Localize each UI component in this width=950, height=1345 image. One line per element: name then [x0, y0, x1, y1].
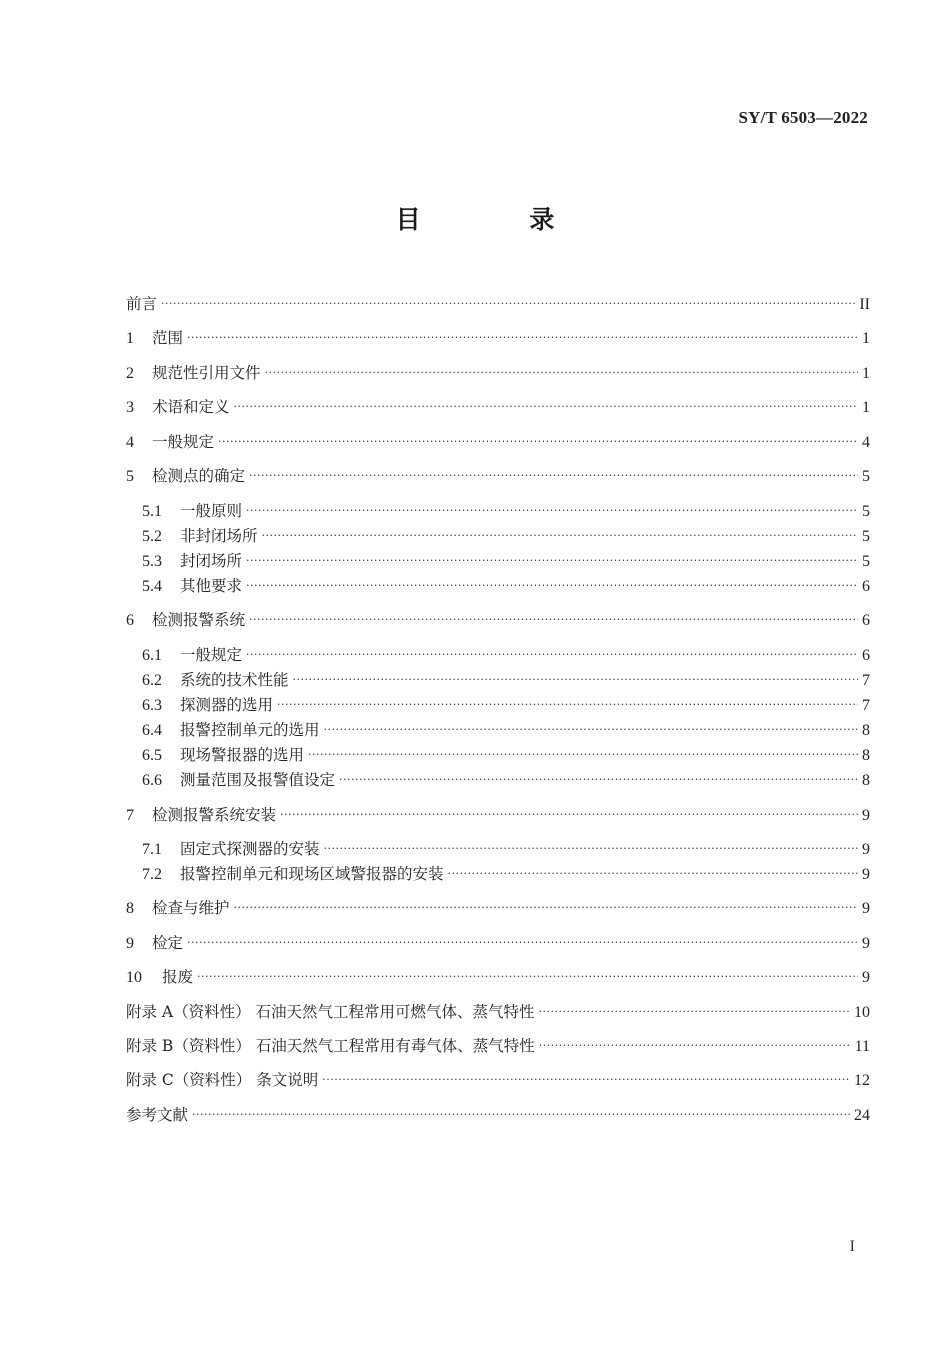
- toc-entry[interactable]: [142, 768, 870, 792]
- toc-entry[interactable]: [126, 1068, 870, 1092]
- toc-leader-dots: [187, 931, 858, 955]
- toc-entry-number: 6.6: [142, 772, 162, 789]
- toc-entry-page: 10: [854, 1004, 870, 1021]
- toc-leader-dots: [192, 1103, 850, 1127]
- toc-leader-dots: [324, 837, 858, 861]
- toc-entry[interactable]: [126, 292, 870, 316]
- toc-entry-page: 5: [862, 503, 870, 520]
- toc-entry[interactable]: [142, 549, 870, 573]
- toc-entry-number: 6.3: [142, 697, 162, 714]
- toc-entry-page: 5: [862, 468, 870, 485]
- toc-entry[interactable]: [126, 395, 870, 419]
- toc-entry-page: 12: [854, 1072, 870, 1089]
- toc-entry[interactable]: [142, 668, 870, 692]
- toc-entry[interactable]: [142, 524, 870, 548]
- toc-entry-number: 5.2: [142, 528, 162, 545]
- toc-entry-page: 9: [862, 807, 870, 824]
- toc-entry-number: 10: [126, 969, 142, 986]
- toc-entry-number: 3: [126, 399, 134, 416]
- toc-entry[interactable]: [126, 326, 870, 350]
- toc-entry-number: 5.1: [142, 503, 162, 520]
- toc-entry-label: 检测报警系统: [152, 611, 246, 629]
- toc-entry-page: 7: [862, 697, 870, 714]
- toc-entry-label: 封闭场所: [180, 552, 243, 570]
- toc-entry-number: 6.4: [142, 722, 162, 739]
- toc-leader-dots: [249, 464, 858, 488]
- toc-entry-label: 报警控制单元的选用: [180, 721, 320, 739]
- toc-entry-page: II: [859, 296, 870, 313]
- toc-entry-number: 8: [126, 900, 134, 917]
- toc-leader-dots: [265, 361, 858, 385]
- toc-leader-dots: [539, 1000, 850, 1024]
- toc-title: 目 录: [395, 205, 605, 234]
- toc-entry-page: 24: [854, 1107, 870, 1124]
- toc-leader-dots: [262, 524, 858, 548]
- toc-entry[interactable]: [126, 430, 870, 454]
- toc-entry[interactable]: [126, 896, 870, 920]
- toc-entry-number: 7.1: [142, 841, 162, 858]
- toc-leader-dots: [246, 549, 858, 573]
- toc-entry-number: 2: [126, 365, 134, 382]
- toc-entry-page: 6: [862, 612, 870, 629]
- toc-entry-number: 7.2: [142, 866, 162, 883]
- toc-leader-dots: [280, 803, 858, 827]
- toc-entry-page: 11: [854, 1038, 870, 1055]
- toc-entry-label: 检测点的确定: [152, 467, 246, 485]
- toc-leader-dots: [246, 499, 858, 523]
- toc-entry-page: 6: [862, 578, 870, 595]
- toc-entry-page: 9: [862, 935, 870, 952]
- toc-entry-page: 1: [862, 330, 870, 347]
- toc-entry-label: 术语和定义: [152, 398, 230, 416]
- toc-entry[interactable]: [126, 931, 870, 955]
- toc-entry-page: 9: [862, 866, 870, 883]
- toc-entry-page: 5: [862, 528, 870, 545]
- toc-entry[interactable]: [126, 608, 870, 632]
- toc-entry[interactable]: [126, 464, 870, 488]
- toc-entry-label: 非封闭场所: [180, 527, 258, 545]
- toc-entry-label: 测量范围及报警值设定: [180, 771, 336, 789]
- document-code: SY/T 6503—2022: [738, 108, 868, 127]
- toc-entry-page: 5: [862, 553, 870, 570]
- toc-entry[interactable]: [142, 499, 870, 523]
- toc-entry-page: 1: [862, 399, 870, 416]
- toc-leader-dots: [246, 574, 858, 598]
- toc-entry-page: 8: [862, 722, 870, 739]
- toc-entry[interactable]: [126, 965, 870, 989]
- toc-entry-label: 一般规定: [180, 646, 243, 664]
- toc-entry-page: 9: [862, 900, 870, 917]
- toc-entry-label: 参考文献: [126, 1106, 189, 1124]
- toc-entry-page: 7: [862, 672, 870, 689]
- toc-entry-number: 5.3: [142, 553, 162, 570]
- toc-entry-page: 6: [862, 647, 870, 664]
- toc-entry-page: 8: [862, 747, 870, 764]
- toc-entry-label: 附录 C（资料性） 条文说明: [126, 1071, 319, 1089]
- toc-entry-page: 9: [862, 841, 870, 858]
- toc-entry-number: 4: [126, 434, 134, 451]
- toc-entry-label: 一般规定: [152, 433, 215, 451]
- toc-entry[interactable]: [126, 1103, 870, 1127]
- toc-entry-label: 报警控制单元和现场区域警报器的安装: [180, 865, 444, 883]
- toc-entry-label: 探测器的选用: [180, 696, 274, 714]
- toc-entry-label: 附录 B（资料性） 石油天然气工程常用有毒气体、蒸气特性: [126, 1037, 535, 1055]
- toc-entry[interactable]: [126, 1034, 870, 1058]
- toc-entry-number: 6.2: [142, 672, 162, 689]
- toc-entry[interactable]: [142, 718, 870, 742]
- toc-entry-label: 检查与维护: [152, 899, 230, 917]
- toc-entry-page: 9: [862, 969, 870, 986]
- toc-entry-label: 范围: [152, 329, 184, 347]
- toc-entry[interactable]: [126, 361, 870, 385]
- toc-entry-label: 前言: [126, 295, 158, 313]
- toc-entry[interactable]: [142, 643, 870, 667]
- toc-entry[interactable]: [142, 743, 870, 767]
- toc-entry-page: 8: [862, 772, 870, 789]
- toc-entry-number: 9: [126, 935, 134, 952]
- toc-entry[interactable]: [126, 1000, 870, 1024]
- toc-leader-dots: [324, 718, 858, 742]
- toc-entry-number: 5: [126, 468, 134, 485]
- toc-entry-number: 7: [126, 807, 134, 824]
- toc-entry-label: 附录 A（资料性） 石油天然气工程常用可燃气体、蒸气特性: [126, 1003, 535, 1021]
- toc-entry-label: 检测报警系统安装: [152, 806, 277, 824]
- toc-leader-dots: [249, 608, 858, 632]
- toc-leader-dots: [448, 862, 858, 886]
- toc-leader-dots: [161, 292, 855, 316]
- toc-entry-page: 1: [862, 365, 870, 382]
- toc-leader-dots: [197, 965, 858, 989]
- toc-entry-label: 现场警报器的选用: [180, 746, 305, 764]
- toc-leader-dots: [539, 1034, 851, 1058]
- toc-entry-page: 4: [862, 434, 870, 451]
- toc-entry-number: 5.4: [142, 578, 162, 595]
- toc-entry[interactable]: [126, 803, 870, 827]
- toc-leader-dots: [277, 693, 858, 717]
- toc-entry-label: 检定: [152, 934, 184, 952]
- toc-entry-label: 规范性引用文件: [152, 364, 261, 382]
- toc-leader-dots: [234, 395, 858, 419]
- toc-entry-label: 系统的技术性能: [180, 671, 289, 689]
- toc-entry[interactable]: [142, 693, 870, 717]
- toc-leader-dots: [308, 743, 858, 767]
- toc-entry-number: 1: [126, 330, 134, 347]
- toc-leader-dots: [187, 326, 858, 350]
- page-number: I: [849, 1238, 855, 1255]
- toc-entry-number: 6.5: [142, 747, 162, 764]
- toc-leader-dots: [322, 1068, 850, 1092]
- toc-entry-label: 固定式探测器的安装: [180, 840, 320, 858]
- toc-entry-label: 其他要求: [180, 577, 243, 595]
- toc-entry-number: 6.1: [142, 647, 162, 664]
- toc-leader-dots: [218, 430, 858, 454]
- toc-leader-dots: [246, 643, 858, 667]
- toc-entry[interactable]: [142, 574, 870, 598]
- toc-leader-dots: [339, 768, 858, 792]
- toc-entry-label: 报废: [162, 968, 194, 986]
- toc-leader-dots: [234, 896, 858, 920]
- toc-entry-number: 6: [126, 612, 134, 629]
- toc-entry-label: 一般原则: [180, 502, 243, 520]
- toc-entry[interactable]: [142, 837, 870, 861]
- toc-leader-dots: [293, 668, 858, 692]
- toc-entry[interactable]: [142, 862, 870, 886]
